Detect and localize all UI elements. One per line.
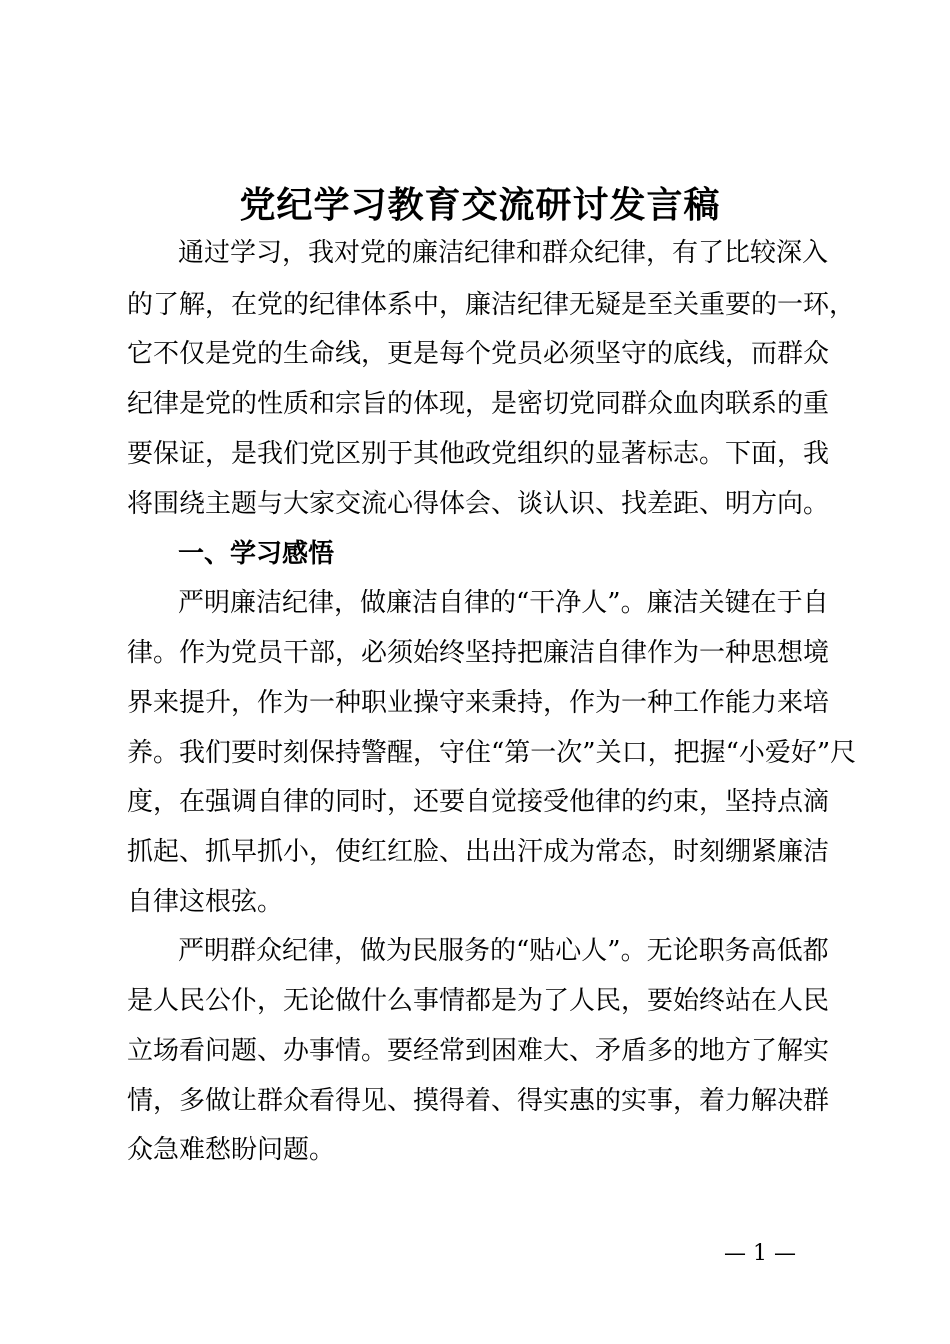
body-line: 界来提升，作为一种职业操守来秉持，作为一种工作能力来培 <box>127 688 830 718</box>
body-line: 自律这根弦。 <box>127 887 284 917</box>
body-line: 严明廉洁纪律，做廉洁自律的“干净人”。廉洁关键在于自 <box>178 588 829 618</box>
body-line: 立场看问题、办事情。要经常到困难大、矛盾多的地方了解实 <box>127 1036 830 1066</box>
body-line: 它不仅是党的生命线，更是每个党员必须坚守的底线，而群众 <box>127 339 830 369</box>
body-line: 要保证，是我们党区别于其他政党组织的显著标志。下面，我 <box>127 439 830 469</box>
body-line: 律。作为党员干部，必须始终坚持把廉洁自律作为一种思想境 <box>127 638 830 668</box>
document-title: 党纪学习教育交流研讨发言稿 <box>239 185 721 226</box>
body-line: 众急难愁盼问题。 <box>127 1135 336 1165</box>
body-line: 的了解，在党的纪律体系中，廉洁纪律无疑是至关重要的一环， <box>127 290 856 320</box>
body-line: 抓起、抓早抓小，使红红脸、出出汗成为常态，时刻绷紧廉洁 <box>127 837 830 867</box>
body-line: 养。我们要时刻保持警醒，守住“第一次”关口，把握“小爱好”尺 <box>127 738 857 768</box>
body-line: 情，多做让群众看得见、摸得着、得实惠的实事，着力解决群 <box>127 1086 830 1116</box>
body-line: 通过学习，我对党的廉洁纪律和群众纪律，有了比较深入 <box>178 238 829 268</box>
body-line: 将围绕主题与大家交流心得体会、谈认识、找差距、明方向。 <box>127 489 830 519</box>
body-line: 纪律是党的性质和宗旨的体现，是密切党同群众血肉联系的重 <box>127 389 830 419</box>
body-line: 是人民公仆，无论做什么事情都是为了人民，要始终站在人民 <box>127 986 830 1016</box>
body-line: 严明群众纪律，做为民服务的“贴心人”。无论职务高低都 <box>178 936 829 966</box>
page-number: — 1 — <box>724 1241 796 1266</box>
body-line: 度，在强调自律的同时，还要自觉接受他律的约束，坚持点滴 <box>127 787 830 817</box>
section-heading: 一、学习感悟 <box>178 539 335 569</box>
